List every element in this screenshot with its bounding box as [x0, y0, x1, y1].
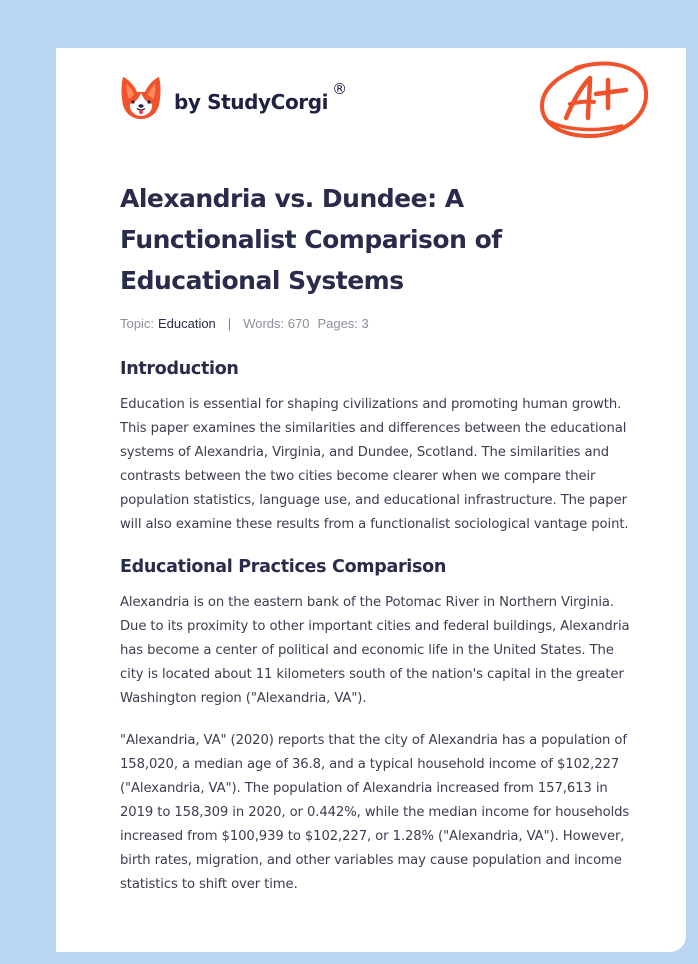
registered-mark: ®	[332, 80, 348, 98]
studycorgi-logo[interactable]	[120, 74, 347, 122]
document-content	[120, 178, 632, 897]
corgi-icon	[120, 75, 162, 121]
a-plus-grade-icon	[536, 56, 652, 142]
word-count: Words: 670	[243, 315, 310, 331]
page-header	[56, 48, 686, 158]
paragraph: Education is essential for shaping civilizations and promoting human growth. This paper examines the similarities and differences between the educational systems of Alexandria, Virginia, and Dundee, Scotland. The similarities and contrasts between the two cities become clearer when we compare their population statistics, language use, and educational infrastructure. The paper will also examine these results from a functionalist sociological vantage point.	[120, 397, 629, 532]
paragraph: Alexandria is on the eastern bank of the Potomac River in Northern Virginia. Due to its proximity to other important cities and federal buildings, Alexandria has become a center of political and economic life in the United States. The city is located about 11 kilometers south of the nation's capital in the greater Washington region ("Alexandria, VA").	[120, 595, 630, 706]
document-meta	[120, 315, 632, 331]
logo-text: by StudyCorgi	[174, 90, 329, 114]
paragraph: "Alexandria, VA" (2020) reports that the city of Alexandria has a population of 158,020, a median age of 36.8, and a typical household income of $102,227 ("Alexandria, VA"). The population of Alexandria increased from 157,613 in 2019 to 158,309 in 2020, or 0.442%, while the median income for households increased from $100,939 to $102,227, or 1.28% ("Alexandria, VA"). However, birth rates, migration, and other variables may cause population and income statistics to shift over time.	[120, 733, 630, 892]
meta-separator: |	[227, 315, 232, 331]
page-count: Pages: 3	[317, 315, 369, 331]
document-title: Alexandria vs. Dundee: A Functionalist Comparison of Educational Systems	[120, 184, 502, 295]
section-heading-educational-practices: Educational Practices Comparison	[120, 557, 446, 577]
topic-link[interactable]: Education	[157, 315, 216, 331]
section-heading-introduction: Introduction	[120, 359, 239, 379]
document-page	[56, 48, 686, 952]
topic-label: Topic:	[120, 315, 154, 331]
